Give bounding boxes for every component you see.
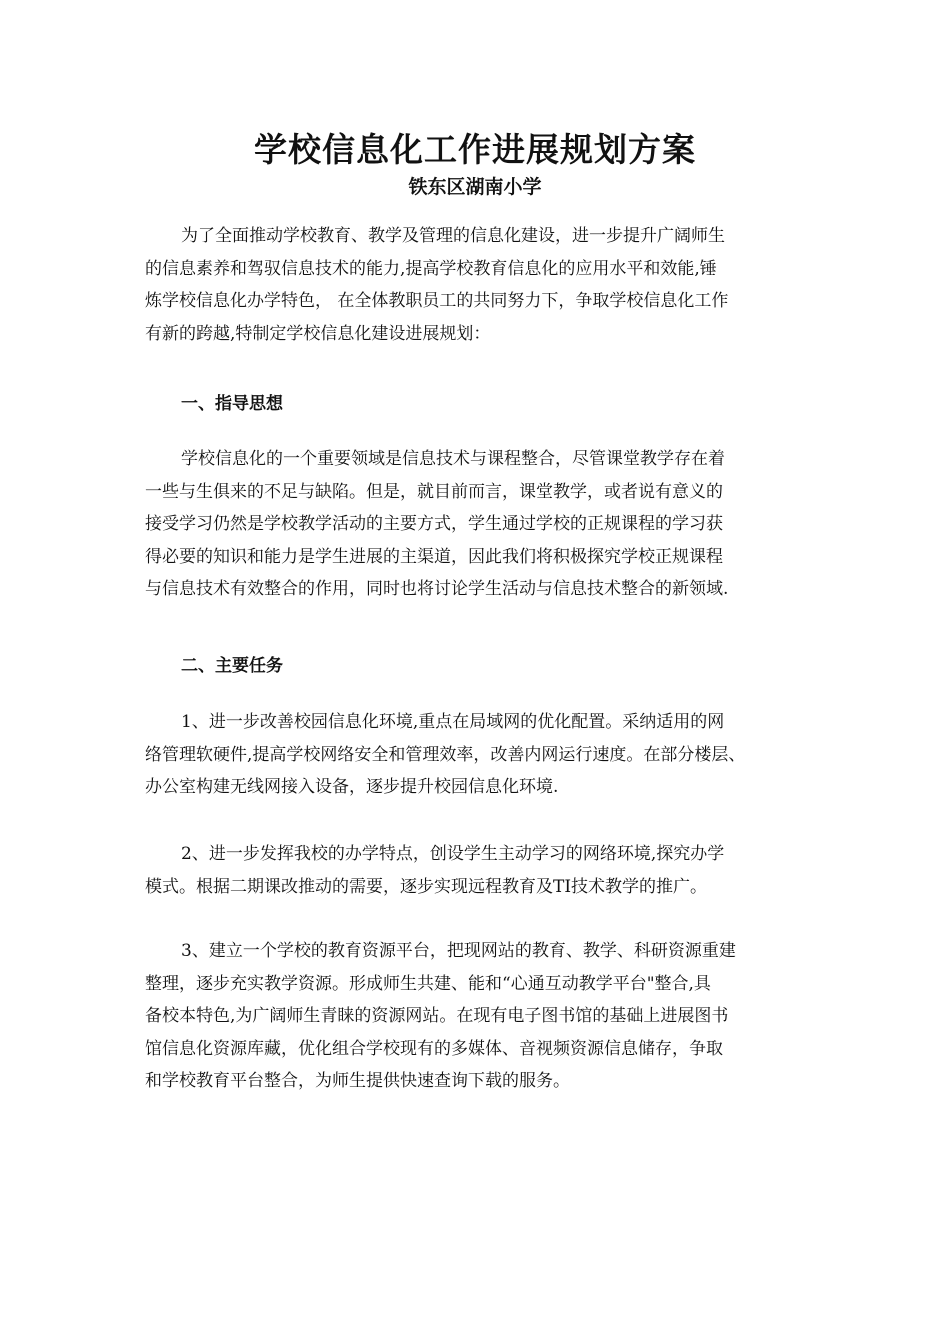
document-subtitle: 铁东区湖南小学 — [408, 176, 542, 198]
paragraph-line: 学校信息化的一个重要领域是信息技术与课程整合，尽管课堂教学存在着 — [181, 449, 725, 469]
task-2-paragraph — [145, 838, 809, 903]
paragraph-line: 炼学校信息化办学特色， 在全体教职员工的共同努力下，争取学校信息化工作 — [145, 291, 729, 311]
paragraph-line: 整理，逐步充实教学资源。形成师生共建、能和“心通互动教学平台"整合,具 — [145, 973, 711, 994]
paragraph-line: 的信息素养和驾驭信息技术的能力,提高学校教育信息化的应用水平和效能,锤 — [145, 258, 717, 279]
paragraph-line: 模式。根据二期课改推动的需要，逐步实现远程教育及TI技术教学的推广。 — [145, 876, 708, 897]
paragraph-line: 和学校教育平台整合，为师生提供快速查询下载的服务。 — [145, 1071, 570, 1091]
intro-paragraph — [145, 220, 809, 350]
paragraph-line: 接受学习仍然是学校教学活动的主要方式，学生通过学校的正规课程的学习获 — [145, 514, 723, 534]
paragraph-line: 馆信息化资源库藏，优化组合学校现有的多媒体、音视频资源信息储存，争取 — [145, 1038, 723, 1059]
paragraph-line: 得必要的知识和能力是学生进展的主渠道，因此我们将积极探究学校正规课程 — [145, 546, 723, 567]
paragraph-line: 备校本特色,为广阔师生青睐的资源网站。在现有电子图书馆的基础上进展图书 — [145, 1006, 729, 1026]
paragraph-line: 1、进一步改善校园信息化环境,重点在局域网的优化配置。采纳适用的网 — [181, 712, 725, 732]
document-title: 学校信息化工作进展规划方案 — [254, 130, 696, 169]
task-3-paragraph — [145, 935, 809, 1098]
section-heading-guiding-ideas: 一、指导思想 — [181, 394, 283, 414]
guiding-ideas-paragraph — [145, 443, 809, 606]
paragraph-line: 有新的跨越,特制定学校信息化建设进展规划： — [145, 323, 491, 344]
paragraph-line: 与信息技术有效整合的作用，同时也将讨论学生活动与信息技术整合的新领域. — [145, 579, 729, 599]
task-1-paragraph — [145, 706, 809, 804]
paragraph-line: 络管理软硬件,提高学校网络安全和管理效率，改善内网运行速度。在部分楼层、 — [145, 744, 746, 765]
paragraph-line: 一些与生俱来的不足与缺陷。但是，就目前而言，课堂教学，或者说有意义的 — [145, 481, 723, 502]
paragraph-line: 办公室构建无线网接入设备，逐步提升校园信息化环境. — [145, 777, 559, 797]
paragraph-line: 为了全面推动学校教育、教学及管理的信息化建设，进一步提升广阔师生 — [181, 226, 725, 246]
paragraph-line: 3、建立一个学校的教育资源平台，把现网站的教育、教学、科研资源重建 — [181, 941, 736, 961]
paragraph-line: 2、进一步发挥我校的办学特点，创设学生主动学习的网络环境,探究办学 — [181, 844, 725, 864]
section-heading-main-tasks: 二、主要任务 — [181, 656, 283, 676]
